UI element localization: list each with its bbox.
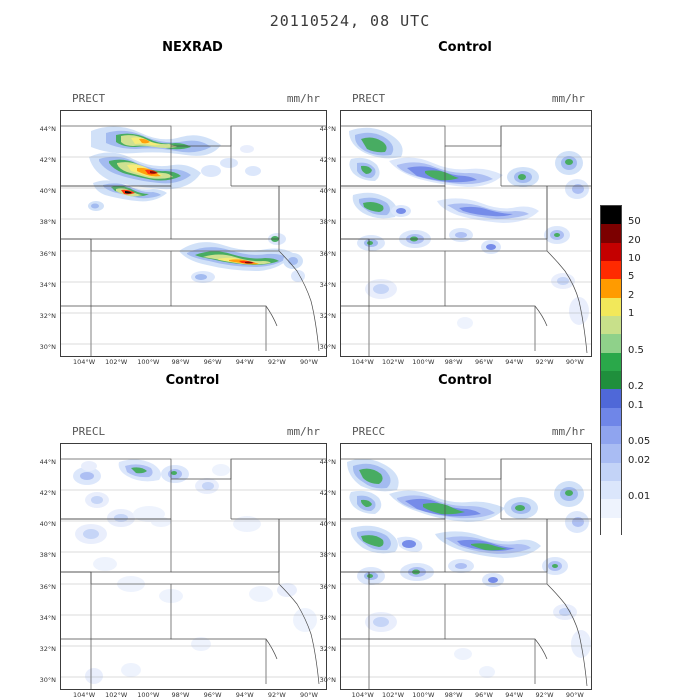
colorbar-segment xyxy=(601,353,621,371)
map-svg-control-precc xyxy=(341,444,591,689)
precip-field xyxy=(347,459,591,678)
x-tick-label: 98°W xyxy=(171,358,190,366)
x-tick-label: 94°W xyxy=(235,691,254,699)
y-tick-label: 36°N xyxy=(39,249,56,258)
x-tick-label: 104°W xyxy=(351,691,374,699)
y-tick-label: 44°N xyxy=(39,457,56,466)
precip-field xyxy=(88,126,305,283)
map-svg-nexrad xyxy=(61,111,326,356)
x-tick-label: 100°W xyxy=(412,691,435,699)
var-label-control-precc: PRECC xyxy=(352,425,386,438)
map-svg-control-precl xyxy=(61,444,326,689)
y-tick-label: 40°N xyxy=(319,187,336,196)
var-label-control-precl: PRECL xyxy=(72,425,106,438)
y-tick-label: 32°N xyxy=(39,311,56,320)
colorbar-tick-label: 2 xyxy=(628,289,635,301)
colorbar-tick-label: 0.2 xyxy=(628,381,644,393)
y-tick-label: 32°N xyxy=(319,311,336,320)
y-tick-label: 36°N xyxy=(319,582,336,591)
map-panel-nexrad[interactable] xyxy=(60,110,327,357)
colorbar-segment xyxy=(601,371,621,389)
y-tick-label: 40°N xyxy=(39,187,56,196)
colorbar-segment xyxy=(601,389,621,407)
panel-heading-control-prect: Control xyxy=(438,40,492,55)
y-tick-label: 44°N xyxy=(319,457,336,466)
x-tick-label: 98°W xyxy=(444,358,463,366)
colorbar-segment xyxy=(601,279,621,297)
x-tick-label: 96°W xyxy=(474,358,493,366)
y-tick-label: 42°N xyxy=(319,488,336,497)
colorbar-segment xyxy=(601,444,621,462)
x-tick-label: 96°W xyxy=(474,691,493,699)
var-label-nexrad: PRECT xyxy=(72,92,106,105)
y-tick-label: 40°N xyxy=(39,520,56,529)
y-tick-label: 30°N xyxy=(319,343,336,352)
colorbar[interactable] xyxy=(600,205,622,535)
colorbar-segment xyxy=(601,316,621,334)
x-tick-label: 94°W xyxy=(505,358,524,366)
x-tick-label: 104°W xyxy=(73,691,96,699)
y-tick-label: 38°N xyxy=(39,218,56,227)
y-tick-label: 32°N xyxy=(319,644,336,653)
x-tick-label: 90°W xyxy=(299,358,318,366)
x-tick-label: 100°W xyxy=(412,358,435,366)
y-tick-label: 30°N xyxy=(39,676,56,685)
panel-heading-control-precc: Control xyxy=(438,373,492,388)
colorbar-segment xyxy=(601,499,621,517)
y-tick-label: 34°N xyxy=(319,613,336,622)
map-panel-control-prect[interactable] xyxy=(340,110,592,357)
panel-heading-control-precl: Control xyxy=(165,373,220,388)
unit-label-control-precc: mm/hr xyxy=(551,425,585,438)
x-tick-label: 102°W xyxy=(381,358,405,366)
x-tick-label: 92°W xyxy=(535,691,554,699)
var-label-control-prect: PRECT xyxy=(352,92,386,105)
colorbar-tick-label: 10 xyxy=(628,253,641,264)
y-tick-label: 34°N xyxy=(319,280,336,289)
x-tick-label: 104°W xyxy=(73,358,96,366)
y-tick-label: 36°N xyxy=(39,582,56,591)
x-tick-label: 102°W xyxy=(381,691,405,699)
colorbar-tick-label: 1 xyxy=(628,308,635,319)
colorbar-tick-label: 0.01 xyxy=(628,491,651,503)
map-svg-control-prect xyxy=(341,111,591,356)
x-tick-label: 90°W xyxy=(565,358,584,366)
y-tick-label: 44°N xyxy=(319,124,336,133)
colorbar-segment xyxy=(601,206,621,224)
colorbar-tick-label: 50 xyxy=(628,216,641,228)
x-tick-label: 92°W xyxy=(267,358,286,366)
colorbar-segment xyxy=(601,518,621,536)
x-tick-label: 90°W xyxy=(299,691,318,699)
x-tick-label: 94°W xyxy=(505,691,524,699)
y-tick-label: 42°N xyxy=(319,155,336,164)
x-tick-label: 96°W xyxy=(203,691,222,699)
colorbar-segment xyxy=(601,224,621,242)
x-tick-label: 90°W xyxy=(565,691,584,699)
colorbar-segment xyxy=(601,261,621,279)
colorbar-segment xyxy=(601,408,621,426)
x-tick-label: 94°W xyxy=(235,358,254,366)
y-tick-label: 42°N xyxy=(39,488,56,497)
x-tick-label: 104°W xyxy=(351,358,374,366)
colorbar-segment xyxy=(601,243,621,261)
x-tick-label: 98°W xyxy=(171,691,190,699)
y-tick-label: 38°N xyxy=(319,551,336,560)
panel-heading-nexrad: NEXRAD xyxy=(162,40,223,55)
figure-title: 20110524, 08 UTC xyxy=(269,12,431,30)
x-tick-label: 92°W xyxy=(535,358,554,366)
unit-label-nexrad: mm/hr xyxy=(286,92,320,105)
y-tick-label: 40°N xyxy=(319,520,336,529)
x-tick-label: 100°W xyxy=(137,691,160,699)
colorbar-segment xyxy=(601,463,621,481)
colorbar-segment xyxy=(601,426,621,444)
y-tick-label: 44°N xyxy=(39,124,56,133)
y-tick-label: 42°N xyxy=(39,155,56,164)
y-tick-label: 34°N xyxy=(39,613,56,622)
x-tick-label: 100°W xyxy=(137,358,160,366)
colorbar-segment xyxy=(601,334,621,352)
colorbar-segment xyxy=(601,298,621,316)
precip-field xyxy=(349,128,589,329)
unit-label-control-precl: mm/hr xyxy=(286,425,320,438)
x-tick-label: 102°W xyxy=(105,358,128,366)
colorbar-tick-label: 0.02 xyxy=(628,454,651,466)
colorbar-segment xyxy=(601,481,621,499)
colorbar-tick-label: 0.5 xyxy=(628,344,644,356)
y-tick-label: 32°N xyxy=(39,644,56,653)
x-tick-label: 96°W xyxy=(203,358,222,366)
y-tick-label: 30°N xyxy=(319,676,336,685)
x-tick-label: 92°W xyxy=(267,691,286,699)
colorbar-tick-label: 5 xyxy=(628,271,635,283)
colorbar-tick-label: 0.1 xyxy=(628,399,644,411)
map-panel-control-precl[interactable] xyxy=(60,443,327,690)
x-tick-label: 102°W xyxy=(105,691,128,699)
y-tick-label: 38°N xyxy=(319,218,336,227)
y-tick-label: 30°N xyxy=(39,343,56,352)
y-tick-label: 38°N xyxy=(39,551,56,560)
x-tick-label: 98°W xyxy=(444,691,463,699)
y-tick-label: 34°N xyxy=(39,280,56,289)
map-panel-control-precc[interactable] xyxy=(340,443,592,690)
colorbar-tick-label: 20 xyxy=(628,234,641,246)
y-tick-label: 36°N xyxy=(319,249,336,258)
colorbar-tick-label: 0.05 xyxy=(628,436,651,448)
unit-label-control-prect: mm/hr xyxy=(551,92,585,105)
